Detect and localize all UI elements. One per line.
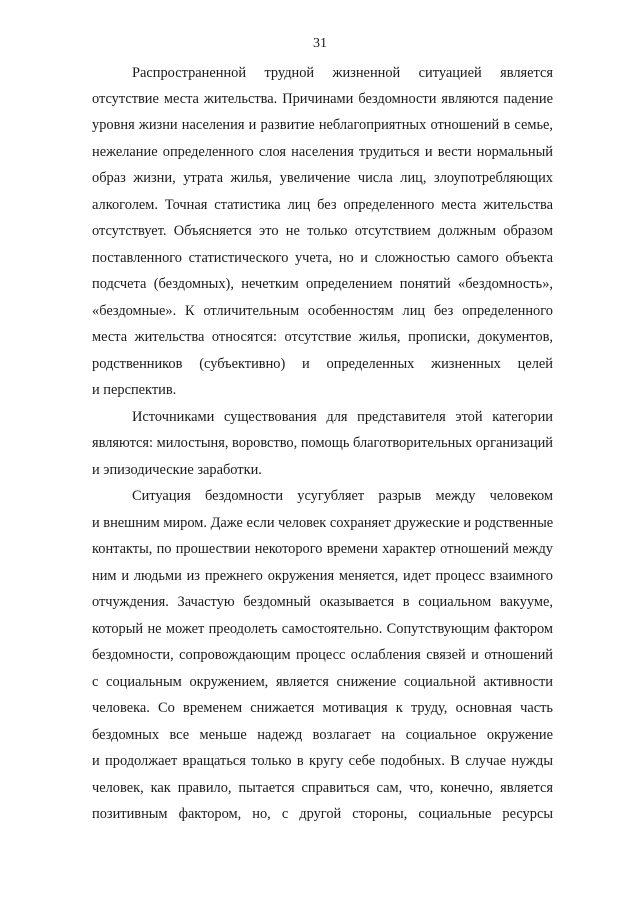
paragraph-1-line-10: «бездомные». К отличительным особенностям лиц без определенного xyxy=(92,303,553,319)
paragraph-1-line-2: отсутствие места жительства. Причинами бездомности являются падение xyxy=(92,91,553,107)
paragraph-1-line-3: уровня жизни населения и развитие неблагоприятных отношений в семье, xyxy=(92,117,553,133)
paragraph-2-line-2: являются: милостыня, воровство, помощь благотворительных организаций xyxy=(92,435,553,451)
paragraph-2-line-3: и эпизодические заработки. xyxy=(92,462,262,478)
paragraph-2-line-1: Источниками существования для представителя этой категории xyxy=(132,409,553,425)
paragraph-3-line-13: позитивным фактором, но, с другой стороны, социальные ресурсы xyxy=(92,806,553,822)
paragraph-1-line-8: поставленного статистического учета, но и сложностью самого объекта xyxy=(92,250,553,266)
paragraph-3-line-6: который не может преодолеть самостоятельно. Сопутствующим фактором xyxy=(92,621,553,637)
paragraph-3-line-1: Ситуация бездомности усугубляет разрыв между человеком xyxy=(132,488,553,504)
paragraph-1-line-7: отсутствует. Объясняется это не только отсутствием должным образом xyxy=(92,223,553,239)
paragraph-3-line-5: отчуждения. Зачастую бездомный оказывается в социальном вакууме, xyxy=(92,594,553,610)
paragraph-3-line-3: контакты, по прошествии некоторого времени характер отношений между xyxy=(92,541,553,557)
paragraph-1-line-13: и перспектив. xyxy=(92,382,177,398)
paragraph-1-line-11: места жительства относятся: отсутствие жилья, прописки, документов, xyxy=(92,329,553,345)
paragraph-3-line-4: ним и людьми из прежнего окружения меняется, идет процесс взаимного xyxy=(92,568,553,584)
paragraph-1-line-5: образ жизни, утрата жилья, увеличение числа лиц, злоупотребляющих xyxy=(92,170,553,186)
paragraph-1-line-12: родственников (субъективно) и определенных жизненных целей xyxy=(92,356,553,372)
paragraph-3-line-9: человека. Со временем снижается мотивация к труду, основная часть xyxy=(92,700,553,716)
paragraph-1-line-4: нежелание определенного слоя населения трудиться и вести нормальный xyxy=(92,144,553,160)
paragraph-3-line-11: и продолжает вращаться только в кругу себе подобных. В случае нужды xyxy=(92,753,553,769)
paragraph-1-line-6: алкоголем. Точная статистика лиц без определенного места жительства xyxy=(92,197,553,213)
page-number: 31 xyxy=(313,36,327,51)
paragraph-3-line-10: бездомных все меньше надежд возлагает на социальное окружение xyxy=(92,727,553,743)
paragraph-3-line-7: бездомности, сопровождающим процесс ослабления связей и отношений xyxy=(92,647,553,663)
paragraph-3-line-8: с социальным окружением, является снижение социальной активности xyxy=(92,674,553,690)
paragraph-1-line-9: подсчета (бездомных), нечетким определением понятий «бездомность», xyxy=(92,276,553,292)
paragraph-3-line-2: и внешним миром. Даже если человек сохраняет дружеские и родственные xyxy=(92,515,554,531)
paragraph-1-line-1: Распространенной трудной жизненной ситуацией является xyxy=(132,65,553,81)
paragraph-3-line-12: человек, как правило, пытается справиться сам, что, конечно, является xyxy=(92,780,553,796)
